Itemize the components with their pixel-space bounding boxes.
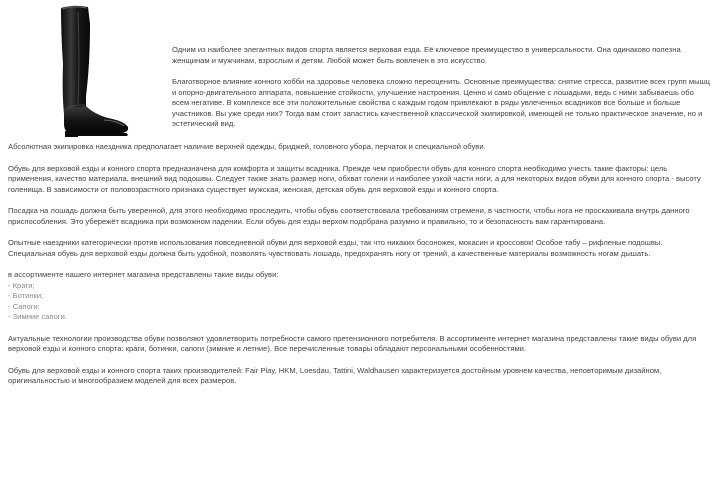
list-item: - Зимние сапоги. <box>8 312 67 321</box>
assortment-list-intro: в ассортименте нашего интернет магазина представлены такие виды обуви: <box>8 270 279 279</box>
technology-paragraph: Актуальные технологии производства обуви позволяют удовлетворить потребности самого претензионного потребителя. В ассортименте интернет магазина представлены такие виды обуви для верховой езды и конного спорта: краги, ботинки, сапоги (зимние и летние). Все перечисленные товары обладают персональными особенностями. <box>8 333 697 353</box>
intro-paragraph-2: Благотворное влияние конного хобби на здоровье человека сложно переоценить. Основные преимущества: снятие стресса, развитие всех групп мышц и опорно-двигательного аппарата, повышение стойкости, улучшение настроения. Ценно и само общение с лошадьми, ведь с ними забываешь обо всем негативе. В комплексе все эти положительные свойства с каждым годом привлекают в ряды увлеченных всадников все больше и больше участников. Вы уже среди них? Тогда вам стоит запастись качественной классической экипировкой, имеющей не только практическое значение, но и эстетический вид. <box>172 77 711 128</box>
experienced-riders-paragraph: Опытные наездники категорически против использования повседневной обуви для верховой езды, так что никаких босоножек, мокасин и кроссовок! Особое табу – рифленые подошвы. Специальная обувь для верховой езды должна быть удобной, позволять чувствовать лошадь, предохранять ногу от трений, а качественные материалы возможность ногам дышать. <box>8 238 663 258</box>
list-item: - Сапоги; <box>8 301 40 311</box>
shoes-paragraph: Обувь для верховой езды и конного спорта предназначена для комфорта и защиты всадника. Прежде чем приобрести обувь для конного спорта необходимо учесть такие факторы: цель применения, качество материала, внешний вид подошвы. Следует также знать размер ноги, обхват голени и наиболее узкой части ноги, а для некоторых видов обуви для конного спорта - высоту голенища. В зависимости от половозрастного признака существует мужская, женская, детская обувь для верховой езды и конного спорта. <box>8 163 701 194</box>
brands-paragraph: Обувь для верховой езды и конного спорта таких производителей: Fair Play, HKM, Loesdau, Tattini, Waldhausen характеризуется достойным уровнем качества, неповторимым дизайном, оригинальностью и многообразием моделей для всех размеров. <box>8 365 662 385</box>
list-item: - Ботинки; <box>8 291 44 300</box>
riding-boot-icon <box>8 4 158 142</box>
landing-paragraph: Посадка на лошадь должна быть уверенной, для этого необходимо проследить, чтобы обувь соответствовала требованиям стремени, в частности, чтобы нога не проскакивала внутрь данного приспособления. Это убережёт всадника при возможном падении. Если обувь для езды верхом подобрана разумно и правильно, то и безопасность вам гарантирована. <box>8 206 690 226</box>
intro-paragraph-1: Одним из наиболее элегантных видов спорта является верховая езда. Её ключевое преимущество в универсальности. Она одинаково полезна женщинам и мужчинам, взрослым и детям. Любой может быть вовлечен в это искусство. <box>172 45 681 65</box>
list-item: - Краги; <box>8 280 35 290</box>
riding-boot-image <box>8 4 158 142</box>
assortment-list <box>8 270 712 323</box>
equipment-paragraph: Абсолютная экипировка наездника предполагает наличие верхней одежды, бриджей, головного убора, перчаток и специальной обуви. <box>8 142 486 151</box>
